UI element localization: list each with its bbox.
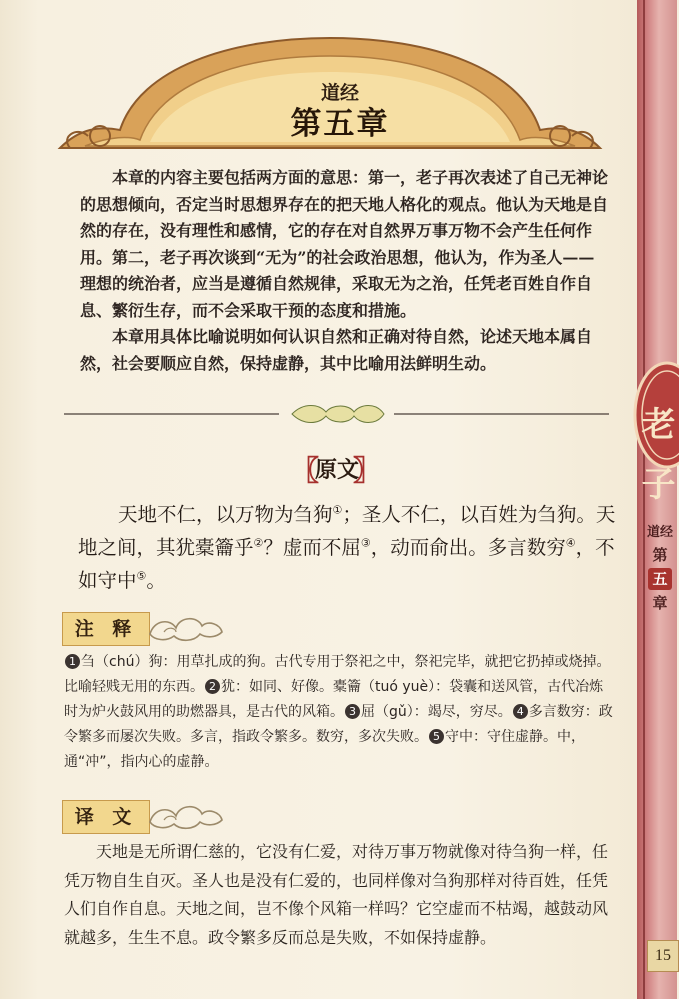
original-text [78, 498, 623, 597]
intro-paragraph: 本章用具体比喻说明如何认识自然和正确对待自然，论述天地本属自然，社会要顺应自然，保持虚静，其中比喻用法鲜明生动。 [80, 327, 593, 373]
note-text: 守中：守住虚静。中，通“冲”，指内心的虚静。 [64, 729, 585, 770]
original-segment: ，不如守中 [78, 536, 615, 592]
note-text: 犹：如同、好像。橐籥（tuó yuè）：袋囊和送风管，古代冶炼时为炉火鼓风用的助燃器具，是古代的风箱。 [64, 679, 604, 720]
notes-heading [62, 612, 222, 646]
note-marker: 2 [205, 679, 220, 694]
footnote-ref: ③ [360, 536, 371, 550]
original-segment: 。 [146, 569, 166, 592]
sidebar-book-title: 老子 [641, 405, 676, 505]
notes-paragraph [64, 650, 614, 775]
translation-heading [62, 800, 222, 834]
original-segment: ，动而俞出。多言数穷 [370, 536, 566, 559]
sidebar-chapter-number: 五 [648, 568, 672, 590]
translation-heading-label: 译 文 [62, 800, 150, 834]
heading-bracket-left: 〖 [291, 454, 320, 487]
cloud-ornament-icon [146, 608, 226, 648]
notes-body [64, 650, 614, 775]
intro-paragraph: 本章的内容主要包括两方面的意思：第一，老子再次表述了自己无神论的思想倾向，否定当时思想界存在的把天地人格化的观点。他认为天地是自然的存在，没有理性和感情，它的存在对自然界万事万物不会产生任何作用。第二，老子再次谈到“无为”的社会政治思想，他认为，作为圣人——理想的统治者，应当是遵循自然规律，采取无为之治，任凭老百姓自作自息、繁衍生存，而不会采取干预的态度和措施。 [80, 168, 609, 320]
note-text: 多言数穷：政令繁多而屡次失败。多言，指政令繁多。数穷，多次失败。 [64, 704, 613, 745]
note-marker: 3 [345, 704, 360, 719]
translation-paragraph: 天地是无所谓仁慈的，它没有仁爱，对待万事万物就像对待刍狗一样，任凭万物自生自灭。圣人也是没有仁爱的，也同样像对刍狗那样对待百姓，任凭人们自作自息。天地之间，岂不像个风箱一样吗？它空虚而不枯竭，越鼓动风就越多，生生不息。政令繁多反而总是失败，不如保持虚静。 [64, 842, 609, 947]
chapter-title: 第五章 [290, 106, 390, 142]
footnote-ref: ② [253, 536, 264, 550]
chapter-subtitle: 道经 [320, 82, 359, 104]
note-marker: 5 [429, 729, 444, 744]
original-segment: ？虚而不屈 [263, 536, 361, 559]
original-text-heading [291, 447, 381, 487]
notes-heading-label: 注 释 [62, 612, 150, 646]
note-marker: 1 [65, 654, 80, 669]
footnote-ref: ④ [565, 536, 576, 550]
footnote-ref: ⑤ [136, 569, 147, 583]
page-number: 15 [647, 940, 679, 972]
chapter-intro [80, 165, 610, 377]
cloud-ornament-icon [146, 796, 226, 836]
sidebar-chapter-part: 第 [652, 546, 668, 564]
note-text: 屈（gǔ）：竭尽，穷尽。 [361, 704, 512, 720]
original-segment: ；圣人不仁，以百姓为刍狗。天地之间，其犹橐籥乎 [78, 503, 616, 559]
original-segment: 天地不仁，以万物为刍狗 [118, 503, 333, 526]
heading-bracket-right: 〗 [352, 454, 381, 487]
original-heading-label: 原文 [314, 457, 359, 483]
note-marker: 4 [513, 704, 528, 719]
sidebar-chapter-part: 章 [652, 594, 668, 612]
sidebar-chapter-label [646, 522, 674, 614]
original-paragraph [78, 498, 623, 597]
note-text: 刍（chú）狗：用草扎成的狗。古代专用于祭祀之中，祭祀完毕，就把它扔掉或烧掉。比喻轻贱无用的东西。 [64, 654, 611, 695]
sidebar-chapter-part: 道经 [646, 525, 673, 540]
section-divider [64, 400, 609, 430]
footnote-ref: ① [332, 503, 343, 517]
translation-body [64, 838, 614, 952]
